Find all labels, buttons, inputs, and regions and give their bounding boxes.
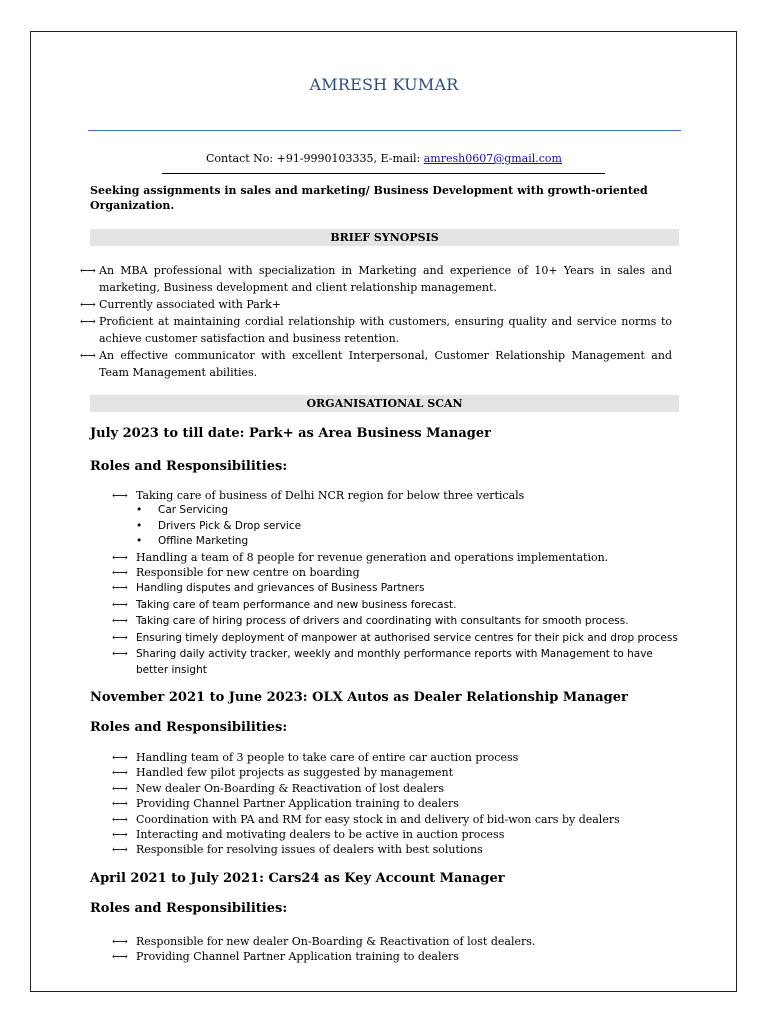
job-title-cars24: April 2021 to July 2021: Cars24 as Key Account Manager [90, 871, 505, 886]
arrow-bullet-icon: ⟷ [112, 489, 128, 502]
vertical-item: • Offline Marketing [136, 534, 682, 549]
roles-heading: Roles and Responsibilities: [90, 459, 288, 474]
arrow-bullet-icon: ⟷ [80, 298, 96, 311]
arrow-bullet-icon: ⟷ [112, 566, 128, 580]
org-scan-heading: ORGANISATIONAL SCAN [90, 395, 679, 412]
synopsis-item: ⟷ An MBA professional with specialization in Marketing and experience of 10+ Years in sales and marketing, Business development and client relationship management. [80, 264, 672, 294]
arrow-bullet-icon: ⟷ [112, 766, 128, 780]
roles-heading: Roles and Responsibilities: [90, 720, 288, 735]
arrow-bullet-icon: ⟷ [112, 797, 128, 811]
job-title-olx-autos: November 2021 to June 2023: OLX Autos as Dealer Relationship Manager [90, 690, 628, 705]
arrow-bullet-icon: ⟷ [80, 315, 96, 328]
arrow-bullet-icon: ⟷ [112, 597, 128, 611]
responsibility-item: ⟷ Coordination with PA and RM for easy stock in and delivery of bid-won cars by dealers [112, 812, 620, 826]
contact-line [0, 152, 768, 165]
job-responsibilities-cars24 [112, 934, 682, 965]
synopsis-item: ⟷ Proficient at maintaining cordial relationship with customers, ensuring quality and service norms to achieve customer satisfaction and business retention. [80, 315, 672, 345]
responsibility-item: ⟷ New dealer On-Boarding & Reactivation of lost dealers [112, 781, 445, 795]
objective-statement: Seeking assignments in sales and marketing/ Business Development with growth-oriented Organization. [90, 184, 648, 212]
responsibility-item: ⟷ Responsible for new centre on boarding [112, 566, 360, 580]
arrow-bullet-icon: ⟷ [80, 264, 96, 277]
responsibility-item: ⟷ Taking care of business of Delhi NCR region for below three verticals • Car Servicing • Drivers Pick & Drop service • Offline Marketing [112, 488, 682, 550]
synopsis-heading: BRIEF SYNOPSIS [90, 229, 679, 246]
arrow-bullet-icon: ⟷ [80, 349, 96, 362]
candidate-name: AMRESH KUMAR [309, 75, 459, 94]
dot-bullet-icon: • [136, 535, 143, 548]
responsibility-item: ⟷ Responsible for new dealer On-Boarding & Reactivation of lost dealers. [112, 935, 536, 948]
arrow-bullet-icon: ⟷ [112, 843, 128, 857]
vertical-item: • Car Servicing [136, 503, 682, 518]
contact-phone: Contact No: +91-9990103335, E-mail: [206, 152, 424, 165]
arrow-bullet-icon: ⟷ [112, 647, 128, 661]
contact-divider [162, 173, 605, 174]
job-responsibilities-parkplus [112, 488, 682, 679]
arrow-bullet-icon: ⟷ [112, 614, 128, 628]
arrow-bullet-icon: ⟷ [112, 550, 128, 564]
arrow-bullet-icon: ⟷ [112, 751, 128, 764]
responsibility-item: ⟷ Handling disputes and grievances of Business Partners [112, 581, 425, 595]
arrow-bullet-icon: ⟷ [112, 935, 128, 948]
job-title-parkplus: July 2023 to till date: Park+ as Area Business Manager [90, 426, 492, 441]
responsibility-item: ⟷ Providing Channel Partner Application training to dealers [112, 797, 459, 811]
responsibility-item: ⟷ Handling a team of 8 people for revenue generation and operations implementation. [112, 550, 609, 564]
dot-bullet-icon: • [136, 504, 143, 517]
dot-bullet-icon: • [136, 519, 143, 532]
arrow-bullet-icon: ⟷ [112, 781, 128, 795]
responsibility-item: ⟷ Providing Channel Partner Application training to dealers [112, 950, 459, 964]
responsibility-item: ⟷ Sharing daily activity tracker, weekly and monthly performance reports with Management to have better insight [112, 647, 653, 677]
responsibility-item: ⟷ Handled few pilot projects as suggested by management [112, 766, 454, 780]
responsibility-item: ⟷ Handling team of 3 people to take care of entire car auction process [112, 751, 519, 764]
roles-heading: Roles and Responsibilities: [90, 901, 288, 916]
arrow-bullet-icon: ⟷ [112, 581, 128, 595]
arrow-bullet-icon: ⟷ [112, 828, 128, 842]
name-divider [88, 130, 681, 131]
arrow-bullet-icon: ⟷ [112, 812, 128, 826]
synopsis-item: ⟷ An effective communicator with excellent Interpersonal, Customer Relationship Management and Team Management abilities. [80, 349, 672, 379]
responsibility-item: ⟷ Ensuring timely deployment of manpower at authorised service centres for their pick and drop process [112, 630, 678, 644]
email-link[interactable]: amresh0607@gmail.com [423, 152, 562, 165]
arrow-bullet-icon: ⟷ [112, 630, 128, 644]
responsibility-item: ⟷ Interacting and motivating dealers to be active in auction process [112, 828, 505, 842]
job-responsibilities-olx-autos [112, 750, 682, 858]
vertical-list [136, 503, 682, 549]
responsibility-item: ⟷ Responsible for resolving issues of dealers with best solutions [112, 843, 483, 857]
responsibility-item: ⟷ Taking care of team performance and new business forecast. [112, 597, 457, 611]
synopsis-list [80, 262, 672, 381]
responsibility-item: ⟷ Taking care of hiring process of drivers and coordinating with consultants for smooth process. [112, 614, 629, 628]
synopsis-item: ⟷ Currently associated with Park+ [80, 298, 281, 311]
vertical-item: • Drivers Pick & Drop service [136, 519, 682, 534]
arrow-bullet-icon: ⟷ [112, 950, 128, 964]
